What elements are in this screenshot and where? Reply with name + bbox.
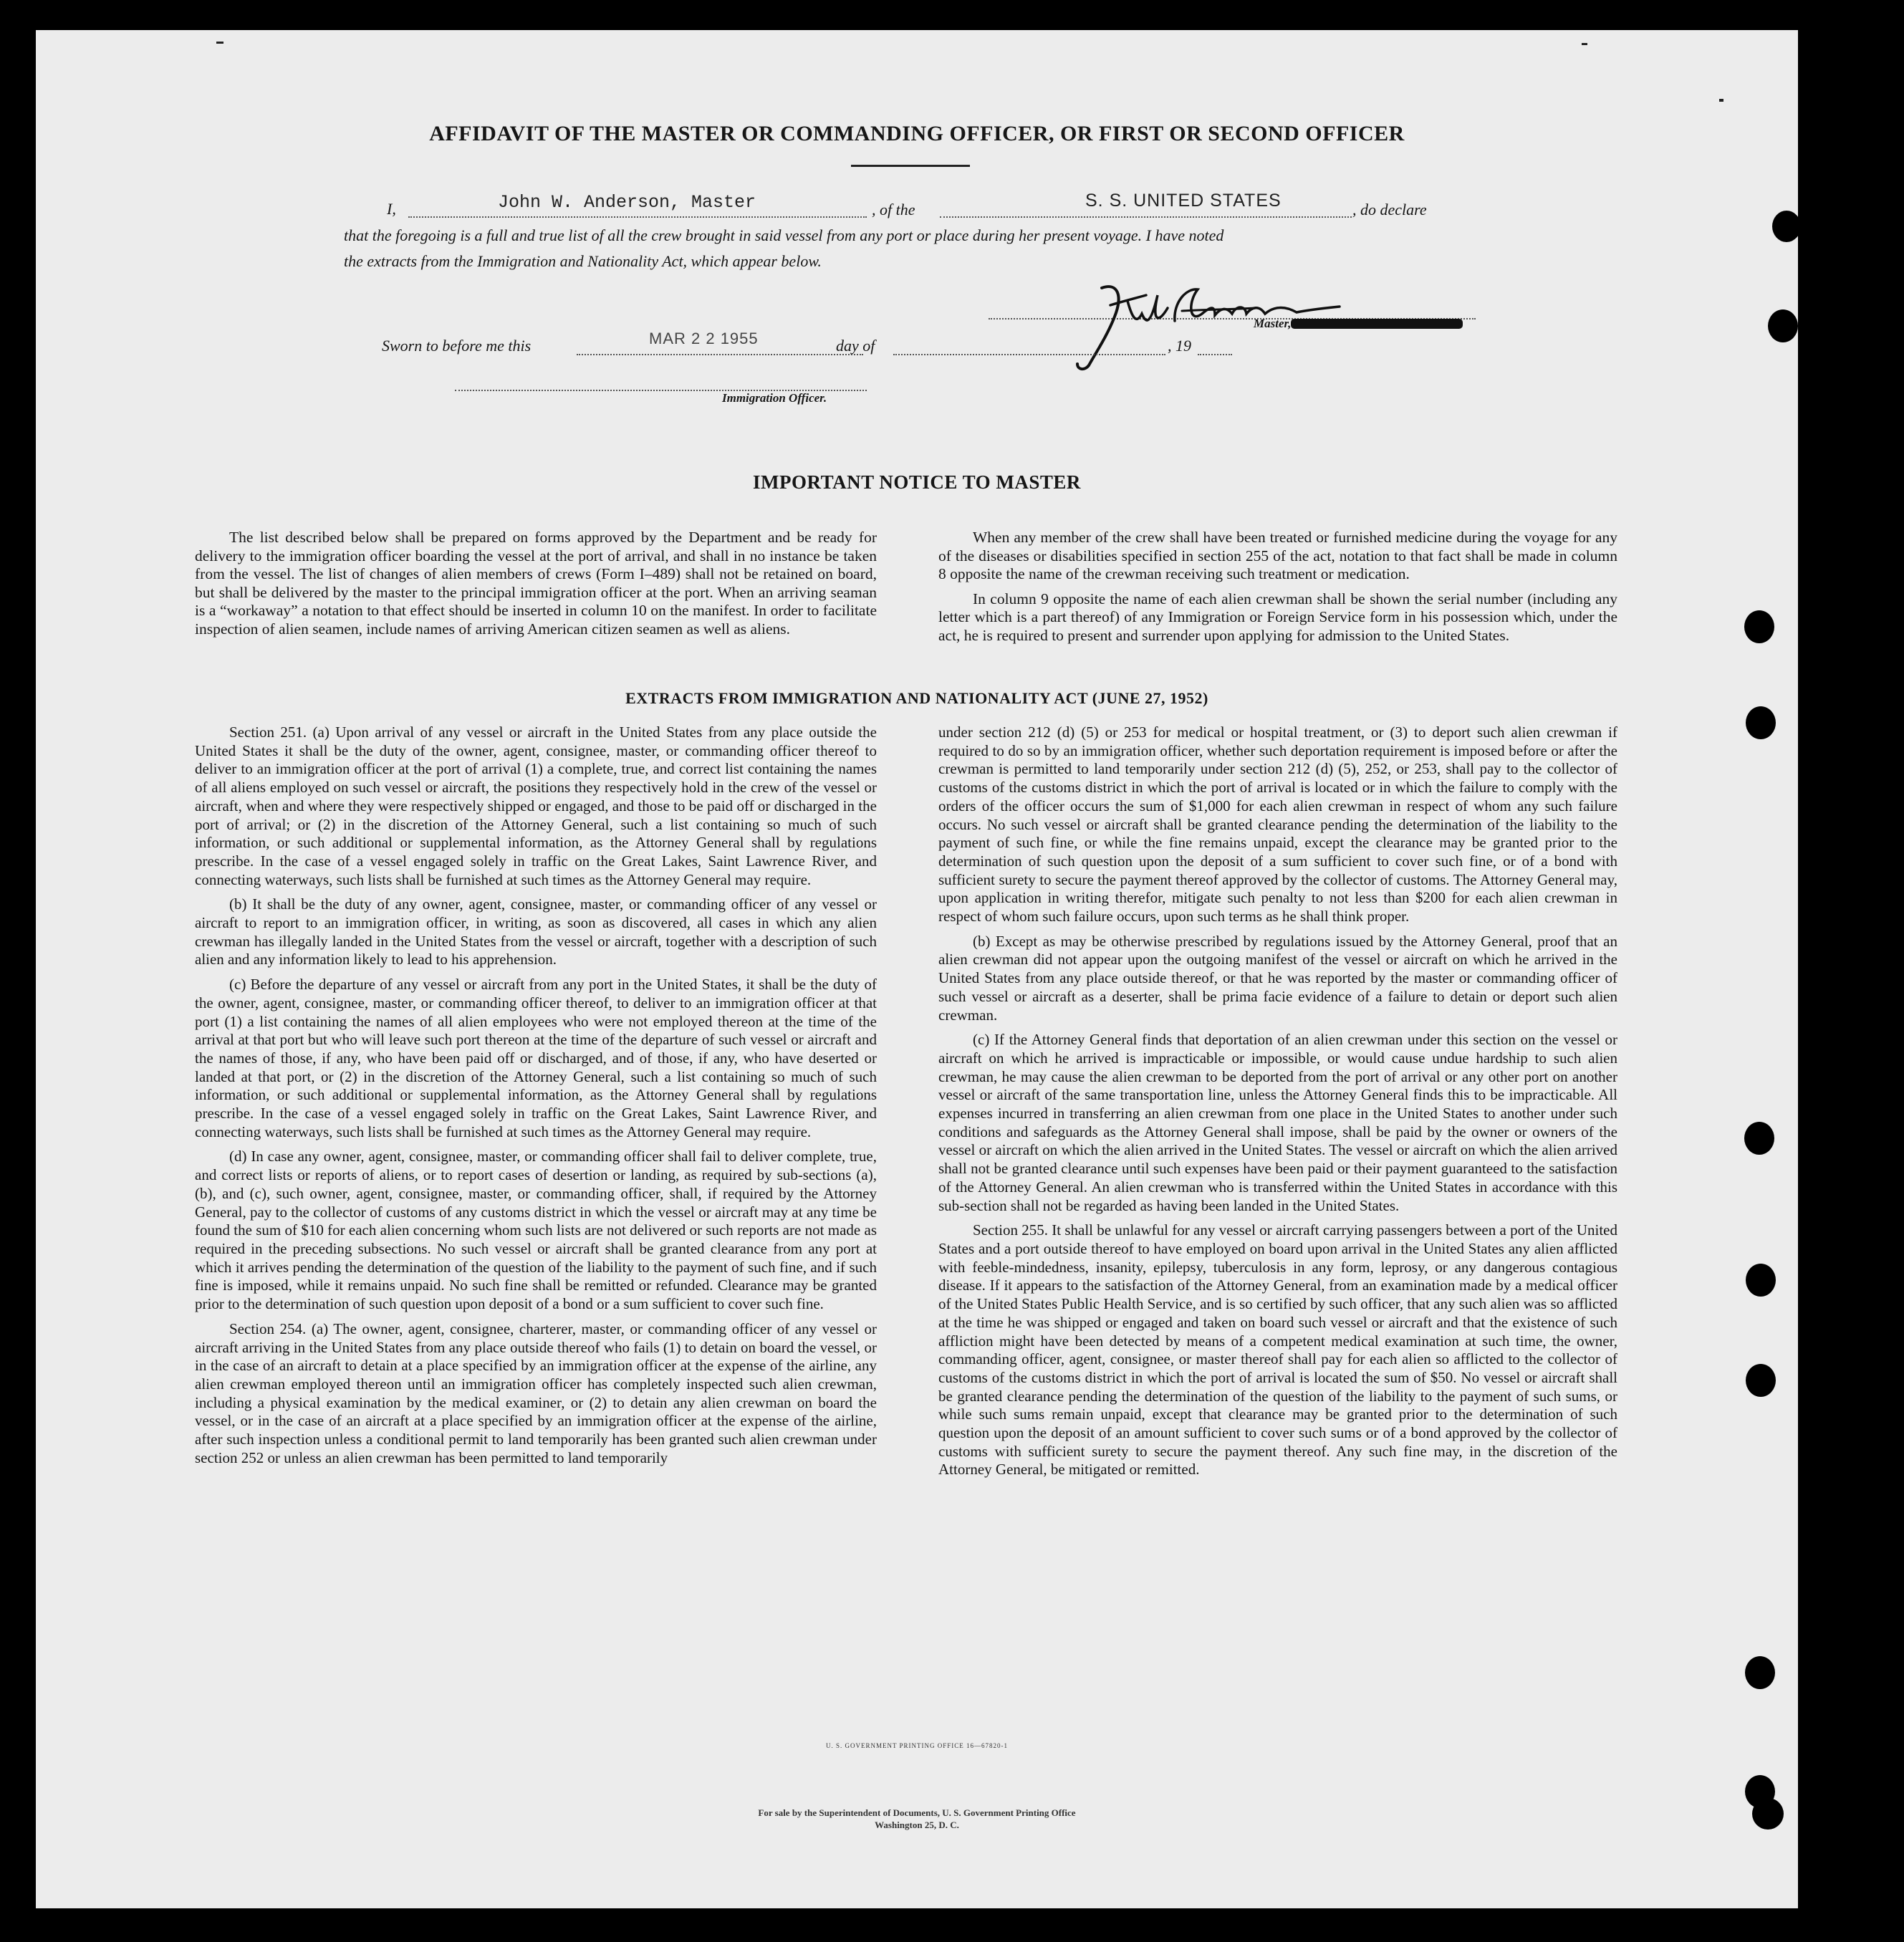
signature-role-label: Master, [1254, 317, 1292, 330]
extract-paragraph: under section 212 (d) (5) or 253 for medical or hospital treatment, or (3) to deport such alien crewman if required to do so by an immigration officer, whether such deportation requirement is imposed before or after the crewman is permitted to land temporarily under section 212 (d) (5), 252, or 253, shall pay to the collector of customs of the customs district in which the port of arrival is located or in which the failure to comply with the orders of the officer occurs the sum of $1,000 for each alien crewman in respect of whom any such failure occurs. No such vessel or aircraft shall be granted clearance pending the determination of the liability to the payment of such fine, or while the fine remains unpaid, except the clearance may be granted prior to the determination of such question upon the deposit of a sum sufficient to cover such fine, or of a bond with sufficient surety to secure the payment thereof approved by the collector of customs. The Attorney General may, upon application in writing therefor, mitigate such penalty to not less than $200 for each alien crewman in respect of whom such failure occurs, upon such terms as he shall think proper. [938, 724, 1617, 926]
extract-paragraph: (c) Before the departure of any vessel or aircraft from any port in the United States, it shall be the duty of the owner, agent, consignee, master, or commanding officer thereof, to deliver to an immigration officer at that port (1) a list containing the names of all alien employees who were not employed thereon at the time of the arrival at that port but who will leave such port thereon at the time of the departure of such vessel or aircraft and the names of those, if any, who have been paid off or discharged, and of those, if any, who have deserted or landed at that port, or (2) in the discretion of the Attorney General, such a list containing so much of such information, or such additional or supplemental information, as the Attorney General shall by regulations prescribe. In the case of a vessel engaged solely in traffic on the Great Lakes, Saint Lawrence River, and connecting waterways, such lists shall be furnished at such times as the Attorney General may require. [195, 976, 877, 1140]
month-line [893, 345, 1165, 355]
sworn-label: Sworn to before me this [382, 337, 532, 355]
punch-hole [1768, 309, 1798, 342]
vessel-name: S. S. UNITED STATES [1085, 191, 1282, 211]
punch-hole [1746, 1364, 1776, 1397]
of-the-label: , of the [872, 201, 915, 218]
day-of-label: day of [836, 337, 875, 355]
declaration-line-2: that the foregoing is a full and true list of all the crew brought in said vessel from any port or place during her present voyage. I have noted [344, 226, 1224, 244]
extracts-title: EXTRACTS FROM IMMIGRATION AND NATIONALITY ACT (JUNE 27, 1952) [625, 689, 1208, 707]
year-line [1198, 345, 1232, 355]
notice-left-column [195, 529, 877, 639]
title-divider [851, 165, 970, 167]
punch-hole [1746, 1264, 1776, 1297]
notice-paragraph: In column 9 opposite the name of each alien crewman shall be shown the serial number (including any letter which is a part thereof) of any Immigration or Foreign Service form in his possession which, under the act, he is required to present and surrender upon applying for admission to the United States. [938, 590, 1617, 644]
officer-label: Immigration Officer. [722, 391, 827, 405]
declarant-name: John W. Anderson, Master [498, 192, 756, 213]
date-stamp: MAR 2 2 1955 [649, 330, 759, 347]
notice-title: IMPORTANT NOTICE TO MASTER [753, 471, 1081, 493]
redaction-bar [1291, 319, 1463, 329]
sale-note [36, 1807, 1798, 1831]
extract-paragraph: (c) If the Attorney General finds that deportation of an alien crewman under this section on the vessel or aircraft on which he arrived is impracticable or impossible, or would cause undue hardship to such alien crewman, he may cause the alien crewman to be deported from the port of arrival or any other port on another vessel or aircraft of the same transportation line, unless the Attorney General finds this to be impracticable. All expenses incurred in transferring an alien crewman from one place in the United States to another under such conditions and safeguards as the Attorney General shall impose, shall be paid by the owner or owners of the vessel or aircraft on which the alien arrived in the United States. The vessel or aircraft on which the alien arrived shall not be granted clearance until such expenses have been paid or their payment guaranteed to the satisfaction of the Attorney General. An alien crewman who is transferred within the United States in accordance with this sub-section shall not be regarded as having been landed in the United States. [938, 1031, 1617, 1214]
speck [216, 42, 223, 44]
officer-signature-line [455, 381, 867, 391]
punch-hole [1744, 1122, 1774, 1155]
speck [1719, 99, 1723, 102]
declaration-line-3: the extracts from the Immigration and Nationality Act, which appear below. [344, 252, 822, 270]
do-declare-label: , do declare [1352, 201, 1427, 218]
notice-paragraph: The list described below shall be prepared on forms approved by the Department and be ready for delivery to the immigration officer boarding the vessel at the port of arrival, and shall in no instance be taken from the vessel. The list of changes of alien members of crews (Form I–489) shall not be retained on board, but shall be delivered by the master to the principal immigration officer at the port. When an arriving seaman is a “workaway” a notation to that effect should be inserted in column 10 on the manifest. In order to facilitate inspection of alien seamen, include names of arriving American citizen seamen as well as aliens. [195, 529, 877, 638]
extract-paragraph: Section 254. (a) The owner, agent, consignee, charterer, master, or commanding officer of any vessel or aircraft arriving in the United States from any place outside thereof who fails (1) to detain on board the vessel, or in the case of an aircraft to detain at a place specified by an immigration officer at the expense of the airline, any alien crewman employed thereon until an immigration officer has completely inspected such alien crewman, including a physical examination by the medical examiner, or (2) to detain any alien crewman on board the vessel, or in the case of an aircraft at a place specified by an immigration officer at the expense of the airline, after such inspection unless a conditional permit to land temporarily has been granted such alien crewman under section 252 or unless an alien crewman has been permitted to land temporarily [195, 1319, 877, 1466]
punch-hole [1752, 1798, 1784, 1830]
sale-line-2: Washington 25, D. C. [875, 1820, 959, 1830]
extract-paragraph: (d) In case any owner, agent, consignee, master, or commanding officer shall fail to deliver complete, true, and correct lists or reports of aliens, or to report cases of desertion or landing, as required by sub-sections (a), (b), and (c), such owner, agent, consignee, master, or commanding officer, shall, if required by the Attorney General, pay to the collector of customs of any customs district in which the vessel or aircraft may at any time be found the sum of $10 for each alien concerning whom such lists are not delivered or such reports are not made as required in the preceding subsections. No such vessel or aircraft shall be granted clearance from any port at which it arrives pending the determination of the question of the liability to the payment of such fine, and if such fine is imposed, while it remains unpaid. No such fine shall be remitted or refunded. Clearance may be granted prior to the determination of such question upon deposit of a bond or a sum sufficient to cover such fine. [195, 1148, 877, 1313]
extracts-right-column [938, 724, 1617, 1479]
extract-paragraph: (b) It shall be the duty of any owner, agent, consignee, master, or commanding officer of any vessel or aircraft to report to an immigration officer, in writing, as soon as discovered, all cases in which any alien crewman has illegally landed in the United States from the vessel or aircraft, together with a description of such alien and any information likely to lead to his apprehension. [195, 895, 877, 968]
punch-hole [1745, 1656, 1775, 1689]
extract-paragraph: Section 251. (a) Upon arrival of any vessel or aircraft in the United States from any place outside the United States it shall be the duty of the owner, agent, consignee, master, or commanding officer thereof to deliver to an immigration officer at the port of arrival (1) a complete, true, and correct list containing the names of all aliens employed on such vessel or aircraft, the positions they respectively hold in the crew of the vessel or aircraft, when and where they were respectively shipped or engaged, and those to be paid off or discharged in the port of arrival; or (2) in the discretion of the Attorney General, such a list containing so much of such information, or such additional or supplemental information, as the Attorney General shall by regulations prescribe. In the case of a vessel engaged solely in traffic on the Great Lakes, Saint Lawrence River, and connecting waterways, such lists shall be furnished at such times as the Attorney General may require. [195, 724, 877, 888]
document-page [36, 30, 1798, 1908]
i-label: I, [387, 200, 396, 218]
punch-hole [1746, 706, 1776, 739]
gpo-code: U. S. GOVERNMENT PRINTING OFFICE 16—67820-1 [825, 1742, 1009, 1749]
extracts-left-column [195, 724, 877, 1467]
affidavit-title: AFFIDAVIT OF THE MASTER OR COMMANDING OFFICER, OR FIRST OR SECOND OFFICER [429, 122, 1405, 145]
extract-paragraph: (b) Except as may be otherwise prescribed by regulations issued by the Attorney General, proof that an alien crewman did not appear upon the outgoing manifest of the vessel or aircraft on which he arrived in the United States from any place outside thereof, or that he was reported by the master or commanding officer of such vessel or aircraft as a deserter, shall be prima facie evidence of a failure to detain or deport such alien crewman. [938, 932, 1617, 1024]
notice-paragraph: When any member of the crew shall have been treated or furnished medicine during the voyage for any of the diseases or disabilities specified in section 255 of the act, notation to that fact shall be made in column 8 opposite the name of the crewman receiving such treatment or medication. [938, 529, 1617, 583]
punch-hole [1744, 610, 1774, 643]
punch-hole [1772, 211, 1798, 242]
notice-right-column [938, 529, 1617, 645]
extract-paragraph: Section 255. It shall be unlawful for any vessel or aircraft carrying passengers between a port of the United States and a port outside thereof to have employed on board upon arrival in the United States any alien afflicted with feeble-mindedness, insanity, epilepsy, tuberculosis in any form, leprosy, or any dangerous contagious disease. If it appears to the satisfaction of the Attorney General, from an examination made by a medical officer of the United States Public Health Service, and is so certified by such officer, that any such alien was so afflicted at the time he was shipped or engaged and taken on board such vessel or aircraft and that the existence of such affliction might have been detected by means of a competent medical examination at such time, the owner, commanding officer, agent, consignee, or master thereof shall pay for each alien so afflicted to the collector of customs of the customs district in which the port of arrival is located the sum of $50. No vessel or aircraft shall be granted clearance pending the determination of the question of the liability to the payment of such sums, or while such sums remain unpaid, except that clearance may be granted prior to the determination of such question upon the deposit of an amount sufficient to cover such sums or of a bond approved by the collector of customs with sufficient surety to secure the payment thereof. Any such fine may, in the discretion of the Attorney General, be mitigated or remitted. [938, 1221, 1617, 1479]
speck [1582, 43, 1587, 45]
sale-line-1: For sale by the Superintendent of Documents, U. S. Government Printing Office [758, 1807, 1076, 1818]
year-label: , 19 [1168, 337, 1191, 355]
